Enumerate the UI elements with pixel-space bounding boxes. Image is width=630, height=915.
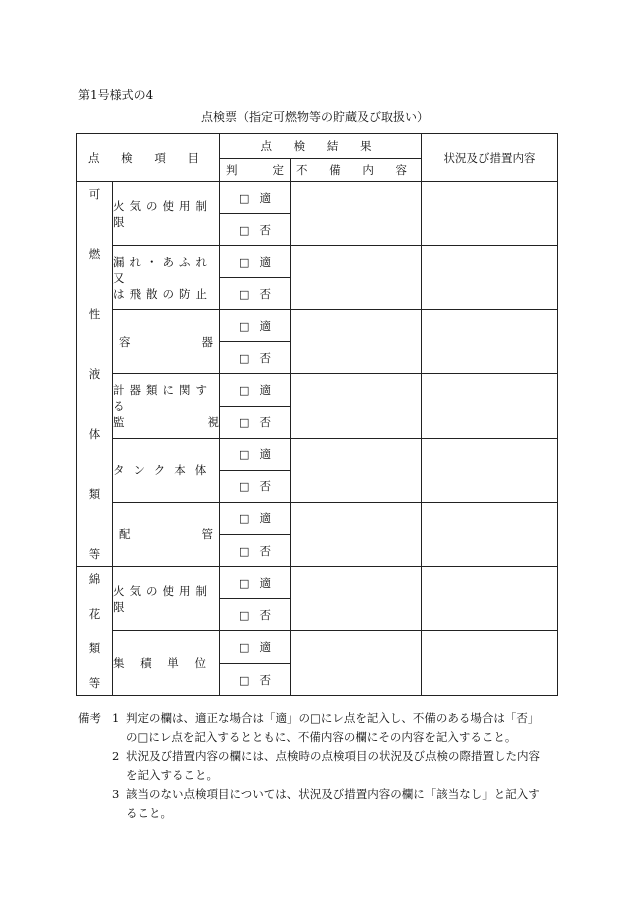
status-cell[interactable]: [422, 438, 558, 502]
item-leak-line1: 漏れ・あふれ又: [113, 254, 212, 285]
ng-label: 否: [259, 222, 271, 237]
checkbox-icon[interactable]: □: [239, 673, 250, 687]
header-status-action: 状況及び措置内容: [422, 134, 558, 182]
status-cell[interactable]: [422, 567, 558, 631]
item-container-b: 器: [201, 334, 213, 349]
form-title: 点検票（指定可燃物等の貯蔵及び取扱い）: [200, 110, 429, 124]
judgment-ok[interactable]: [220, 310, 291, 342]
checkbox-icon[interactable]: □: [239, 416, 250, 430]
defect-cell[interactable]: [291, 438, 422, 502]
judgment-ok[interactable]: [220, 374, 291, 406]
category-char: 体: [88, 427, 101, 441]
item-gauge-monitoring: [113, 374, 220, 438]
note-text: 状況及び措置内容の欄には、点検時の点検項目の状況及び点検の際措置した内容: [126, 749, 540, 763]
ng-label: 否: [259, 607, 271, 622]
checkbox-icon[interactable]: □: [239, 255, 250, 269]
judgment-ok[interactable]: [220, 567, 291, 599]
judgment-ok[interactable]: [220, 502, 291, 534]
note-number: 1: [112, 711, 120, 725]
note-number: 3: [112, 787, 120, 801]
header-judgment-b: 定: [272, 163, 284, 177]
status-cell[interactable]: [422, 502, 558, 566]
note-number: 2: [112, 749, 120, 763]
item-container: [113, 310, 220, 374]
defect-cell[interactable]: [291, 631, 422, 696]
judgment-ng[interactable]: [220, 214, 291, 246]
judgment-ok[interactable]: [220, 246, 291, 278]
notes-label: 備考: [78, 711, 101, 725]
category-char: 等: [88, 675, 101, 690]
checkbox-icon[interactable]: □: [239, 383, 250, 397]
item-gauge-line2-a: 監: [113, 414, 125, 429]
category-char: 性: [88, 307, 101, 321]
judgment-ng[interactable]: [220, 342, 291, 374]
judgment-ok[interactable]: [220, 438, 291, 470]
judgment-ok[interactable]: [220, 182, 291, 214]
judgment-ng[interactable]: [220, 470, 291, 502]
category-char: 液: [88, 367, 101, 381]
item-piping-a: 配: [119, 527, 131, 542]
form-number: 第1号様式の4: [78, 88, 154, 102]
category-char: 花: [88, 606, 101, 621]
category-char: 類: [88, 487, 101, 501]
category-flammable-liquids: [77, 182, 113, 567]
checkbox-icon[interactable]: □: [239, 191, 250, 205]
inspection-table: [76, 133, 558, 696]
category-char: 綿: [88, 572, 101, 586]
category-char: 等: [88, 547, 101, 561]
checkbox-icon[interactable]: □: [239, 480, 250, 494]
ok-label: 適: [259, 254, 271, 269]
category-char: 類: [88, 641, 101, 656]
category-cotton: [77, 567, 113, 696]
header-inspection-item: 点 検 項 目: [77, 134, 220, 182]
checkbox-icon[interactable]: □: [239, 448, 250, 462]
defect-cell[interactable]: [291, 567, 422, 631]
item-fire-use-limit-2: 火気の使用制限: [113, 567, 220, 631]
item-leak-line2: は飛散の防止: [113, 286, 212, 301]
item-piping: [113, 502, 220, 566]
ng-label: 否: [259, 350, 271, 365]
judgment-ng[interactable]: [220, 406, 291, 438]
defect-cell[interactable]: [291, 502, 422, 566]
checkbox-icon[interactable]: □: [239, 223, 250, 237]
checkbox-icon[interactable]: □: [239, 287, 250, 301]
checkbox-icon[interactable]: □: [239, 641, 250, 654]
ok-label: 適: [259, 318, 271, 333]
ok-label: 適: [259, 511, 271, 526]
ok-label: 適: [259, 575, 271, 590]
checkbox-icon[interactable]: □: [239, 351, 250, 365]
note-text: 判定の欄は、適正な場合は「適」の□にレ点を記入し、不備のある場合は「否」: [126, 711, 540, 725]
item-stack-unit: 集 積 単 位: [113, 631, 220, 696]
checkbox-icon[interactable]: □: [239, 512, 250, 526]
note-text: を記入すること。: [126, 768, 218, 782]
category-char: 可: [88, 187, 101, 201]
item-tank-body: タンク本体: [113, 438, 220, 502]
ng-label: 否: [259, 479, 271, 494]
ok-label: 適: [259, 382, 271, 397]
ok-label: 適: [259, 447, 271, 462]
ng-label: 否: [259, 286, 271, 301]
item-fire-use-limit: 火気の使用制限: [113, 182, 220, 246]
note-text: の□にレ点を記入するとともに、不備内容の欄にその内容を記入すること。: [126, 730, 517, 744]
item-gauge-line1: 計器類に関する: [113, 382, 212, 413]
item-container-a: 容: [119, 334, 131, 349]
item-piping-b: 管: [201, 527, 213, 542]
judgment-ng[interactable]: [220, 535, 291, 567]
checkbox-icon[interactable]: □: [239, 544, 250, 558]
checkbox-icon[interactable]: □: [239, 319, 250, 333]
item-leak-prevention: [113, 246, 220, 310]
judgment-ng[interactable]: [220, 664, 291, 696]
defect-cell[interactable]: [291, 374, 422, 438]
checkbox-icon[interactable]: □: [239, 576, 250, 590]
ng-label: 否: [259, 672, 271, 687]
note-text: 該当のない点検項目については、状況及び措置内容の欄に「該当なし」と記入す: [126, 787, 540, 801]
item-gauge-line2-b: 視: [207, 414, 219, 429]
defect-cell[interactable]: [291, 310, 422, 374]
ng-label: 否: [259, 543, 271, 558]
status-cell[interactable]: [422, 310, 558, 374]
defect-cell[interactable]: [291, 246, 422, 310]
ng-label: 否: [259, 415, 271, 430]
category-char: 燃: [88, 247, 101, 261]
judgment-ng[interactable]: [220, 599, 291, 631]
status-cell[interactable]: [422, 374, 558, 438]
header-defect-content: 不 備 内 容: [291, 159, 422, 182]
header-judgment: [220, 159, 291, 182]
notes-section: [78, 709, 566, 823]
defect-cell[interactable]: [291, 182, 422, 246]
judgment-ng[interactable]: [220, 278, 291, 310]
ok-label: 適: [259, 190, 271, 205]
checkbox-icon[interactable]: □: [239, 608, 250, 622]
judgment-ok[interactable]: [220, 631, 291, 664]
status-cell[interactable]: [422, 631, 558, 696]
header-inspection-result: 点 検 結 果: [220, 134, 422, 159]
note-text: ること。: [126, 806, 172, 820]
status-cell[interactable]: [422, 246, 558, 310]
header-judgment-a: 判: [226, 163, 238, 177]
status-cell[interactable]: [422, 182, 558, 246]
ok-label: 適: [259, 640, 271, 654]
